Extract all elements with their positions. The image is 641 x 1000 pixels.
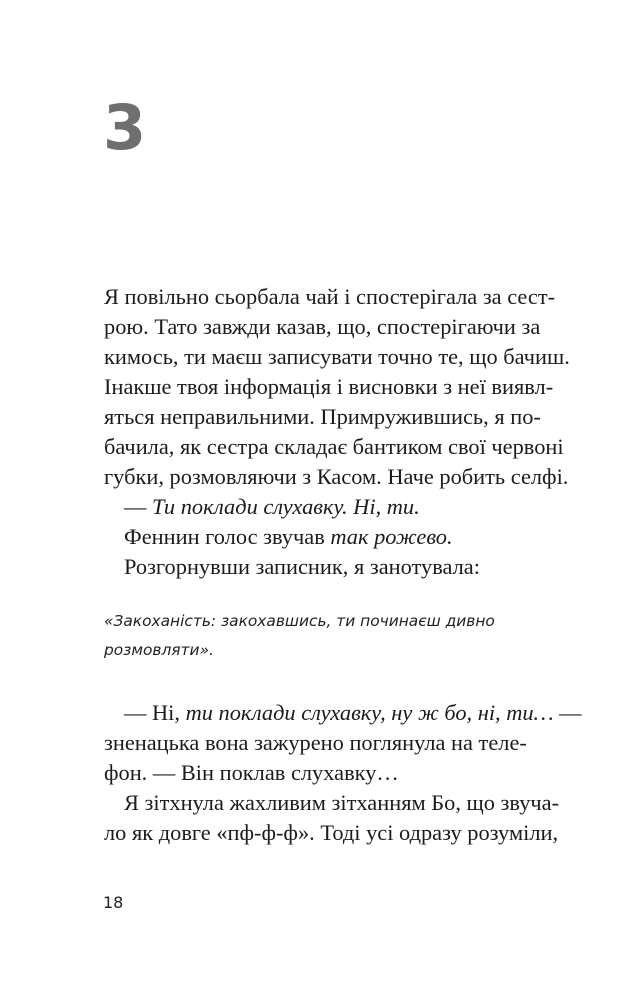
dialogue-dash: — Ні, xyxy=(124,700,186,725)
text-line: рою. Тато завжди казав, що, спостерігаючи за xyxy=(104,314,541,339)
voice-text: Феннин голос звучав xyxy=(124,524,331,549)
text-line: бачила, як сестра складає бантиком свої червоні xyxy=(104,434,564,459)
text-line: Інакше твоя інформація і висновки з неї виявл- xyxy=(104,374,554,399)
text-line: ло як довге «пф-ф-ф». Тоді усі одразу розуміли, xyxy=(104,820,559,845)
handwritten-note-line: «Закоханість: закохавшись, ти починаєш дивно xyxy=(104,612,495,630)
dialogue-speech: ти поклади слухавку, ну ж бо, ні, ти… xyxy=(185,700,554,725)
notebook-line: Розгорнувши записник, я занотувала: xyxy=(124,554,480,579)
dialogue-end: — xyxy=(553,700,582,725)
voice-line xyxy=(124,522,453,552)
dialogue-line xyxy=(124,492,420,522)
voice-italic: так рожево. xyxy=(330,524,453,549)
text-line: Я повільно сьорбала чай і спостерігала за сест- xyxy=(104,284,556,309)
dialogue-dash: — xyxy=(124,494,152,519)
dialogue-line xyxy=(124,698,582,728)
text-line: кимось, ти маєш записувати точно те, що бачиш. xyxy=(104,344,570,369)
dialogue-speech: Ти поклади слухавку. Ні, ти. xyxy=(152,494,420,519)
chapter-number: 3 xyxy=(103,91,147,164)
text-line: яться неправильними. Примружившись, я по- xyxy=(104,404,541,429)
page-number: 18 xyxy=(103,893,124,912)
text-line: губки, розмовляючи з Касом. Наче робить селфі. xyxy=(104,464,569,489)
text-line: зненацька вона зажурено поглянула на теле- xyxy=(104,730,527,755)
text-line: Я зітхнула жахливим зітханням Бо, що звуча- xyxy=(124,790,560,815)
text-line: фон. — Він поклав слухавку… xyxy=(104,760,399,785)
handwritten-note-line: розмовляти». xyxy=(104,641,214,659)
